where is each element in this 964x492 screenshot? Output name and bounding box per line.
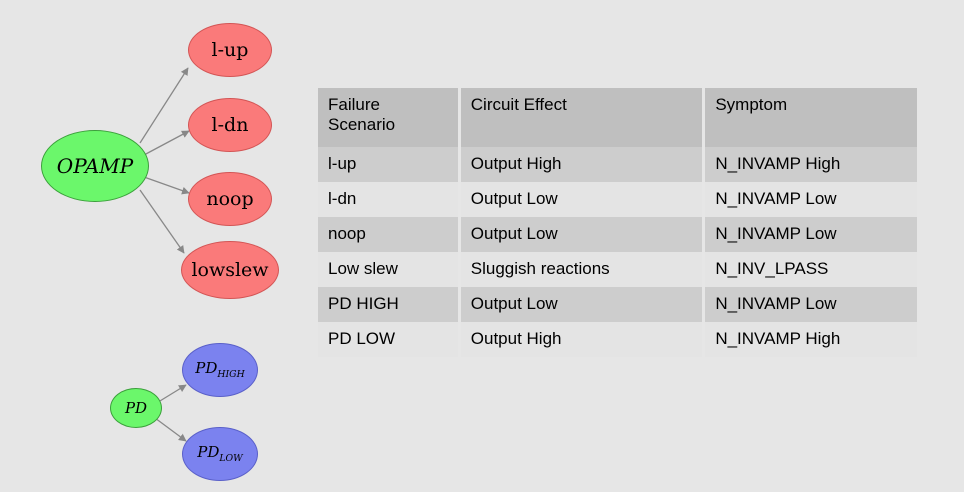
node-pd-low-subscript: LOW <box>219 452 243 464</box>
cell-circuit-effect: Output High <box>461 322 703 357</box>
table-header <box>318 88 917 147</box>
node-lowslew-label: lowslew <box>191 258 269 281</box>
column-header-failure-scenario: Failure Scenario <box>318 88 458 147</box>
cell-symptom: N_INVAMP High <box>705 147 917 182</box>
node-pd-low[interactable] <box>182 427 258 481</box>
node-pd-high-base: PD <box>195 358 218 377</box>
table-row <box>318 147 917 182</box>
node-lowslew[interactable] <box>181 241 279 299</box>
cell-failure-scenario: PD HIGH <box>318 287 458 322</box>
node-noop[interactable] <box>188 172 272 226</box>
table-row <box>318 217 917 252</box>
edge-pd-pdlow <box>155 418 186 441</box>
table-row <box>318 252 917 287</box>
cell-symptom: N_INVAMP Low <box>705 217 917 252</box>
node-l-up[interactable] <box>188 23 272 77</box>
failure-table-container <box>315 88 920 357</box>
cell-symptom: N_INVAMP High <box>705 322 917 357</box>
cell-circuit-effect: Output Low <box>461 287 703 322</box>
cell-symptom: N_INVAMP Low <box>705 182 917 217</box>
column-header-circuit-effect: Circuit Effect <box>461 88 703 147</box>
table-row <box>318 182 917 217</box>
node-pd-high-label <box>195 358 245 380</box>
node-pd-high-subscript: HIGH <box>217 368 245 380</box>
edge-opamp-noop <box>144 177 189 193</box>
node-pd-label: PD <box>124 398 148 417</box>
node-pd[interactable] <box>110 388 162 428</box>
table-header-row <box>318 88 917 147</box>
cell-failure-scenario: l-dn <box>318 182 458 217</box>
node-l-dn-label: l-dn <box>211 113 249 136</box>
node-noop-label: noop <box>206 187 254 210</box>
cell-circuit-effect: Output Low <box>461 217 703 252</box>
table-row <box>318 287 917 322</box>
table-body <box>318 147 917 357</box>
cell-circuit-effect: Sluggish reactions <box>461 252 703 287</box>
edge-opamp-lup <box>140 68 188 143</box>
cell-symptom: N_INVAMP Low <box>705 287 917 322</box>
table-row <box>318 322 917 357</box>
cell-failure-scenario: PD LOW <box>318 322 458 357</box>
column-header-symptom: Symptom <box>705 88 917 147</box>
node-pd-low-base: PD <box>197 442 220 461</box>
cell-circuit-effect: Output Low <box>461 182 703 217</box>
edge-opamp-lowslew <box>140 190 184 253</box>
failure-graph <box>0 0 310 492</box>
node-opamp[interactable] <box>41 130 149 202</box>
node-pd-high[interactable] <box>182 343 258 397</box>
cell-failure-scenario: noop <box>318 217 458 252</box>
cell-failure-scenario: Low slew <box>318 252 458 287</box>
cell-failure-scenario: l-up <box>318 147 458 182</box>
edge-opamp-ldn <box>144 131 189 155</box>
node-l-dn[interactable] <box>188 98 272 152</box>
failure-table <box>315 88 920 357</box>
node-pd-low-label <box>197 442 243 464</box>
cell-circuit-effect: Output High <box>461 147 703 182</box>
node-l-up-label: l-up <box>211 38 249 61</box>
node-opamp-label: OPAMP <box>56 154 134 178</box>
cell-symptom: N_INV_LPASS <box>705 252 917 287</box>
